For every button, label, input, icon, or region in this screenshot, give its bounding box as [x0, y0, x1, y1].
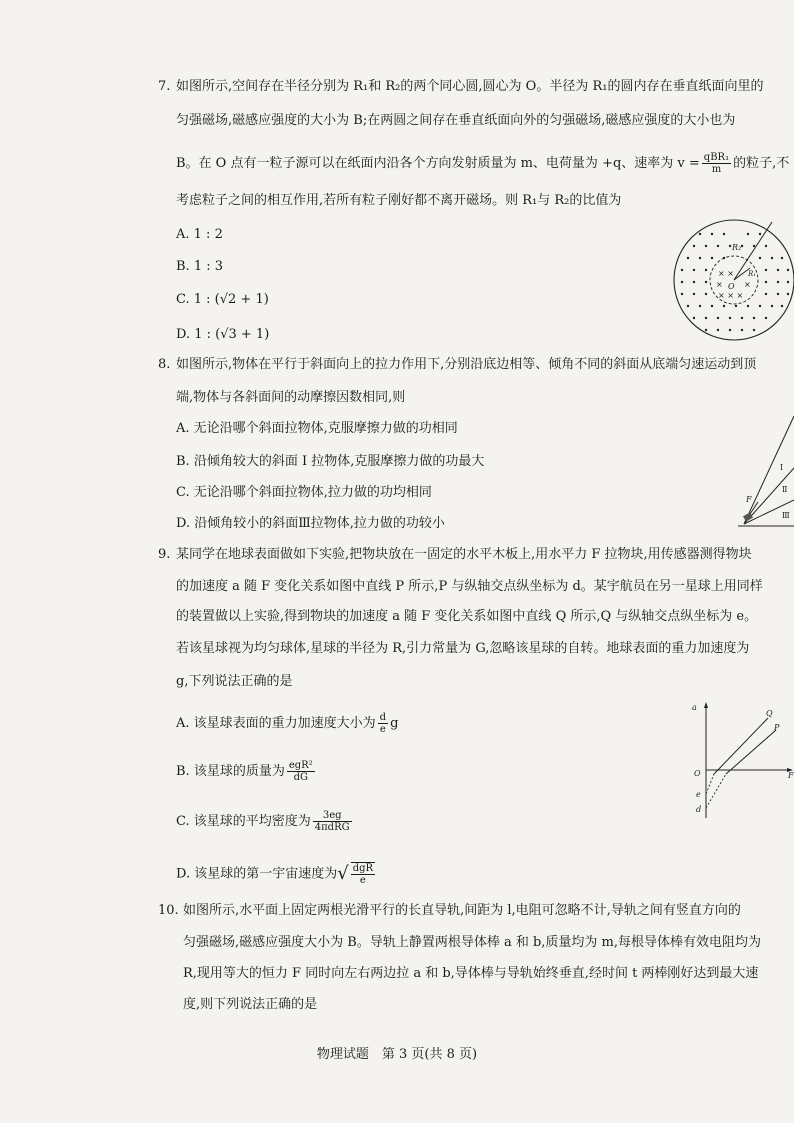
q9-option-a-num: d: [379, 712, 387, 723]
q7-concentric-circles-figure: [672, 216, 794, 344]
q10-line2: 匀强磁场,磁感应强度大小为 B。导轨上静置两根导体棒 a 和 b,质量均为 m,每根导体棒有效电阻均为: [183, 935, 762, 950]
q7-line3: [176, 152, 789, 175]
page-footer: 物理试题 第 3 页(共 8 页): [316, 1047, 478, 1062]
q9-option-b-den: dG: [293, 772, 308, 783]
q7-frac-den: m: [711, 164, 722, 175]
q7-option-c: C. 1 : (√2 + 1): [176, 292, 269, 307]
q9-label-p: P: [774, 723, 780, 732]
q10-line4: 度,则下列说法正确的是: [183, 997, 318, 1012]
q9-line5: g,下列说法正确的是: [176, 674, 293, 689]
q9-option-d-text: D. 该星球的第一宇宙速度为: [176, 866, 338, 882]
q9-option-c: [176, 810, 354, 833]
q9-option-c-text: C. 该星球的平均密度为: [176, 814, 311, 829]
q7-frac-num: qBR₁: [703, 152, 730, 163]
q8-line1: 如图所示,物体在平行于斜面向上的拉力作用下,分别沿底边相等、倾角不同的斜面从底端匀速运动到顶: [176, 357, 757, 372]
q9-option-c-num: 3eg: [313, 810, 352, 822]
q7-label-r2: R₂: [732, 243, 742, 252]
q9-line1: 某同学在地球表面做如下实验,把物块放在一固定的水平木板上,用水平力 F 拉物块,用传感器测得物块: [176, 547, 752, 562]
q7-label-o: O: [728, 282, 735, 291]
svg-text:× ×: × ×: [718, 269, 734, 278]
q7-speed-fraction: [702, 152, 731, 175]
q8-number: 8.: [158, 357, 171, 372]
q9-option-a: [176, 712, 398, 735]
q8-label-ii: Ⅱ: [782, 485, 788, 494]
q8-option-d: D. 沿倾角较小的斜面Ⅲ拉物体,拉力做的功较小: [176, 516, 445, 531]
q7-option-b: B. 1 : 3: [176, 259, 224, 274]
q9-a-f-graph: [684, 700, 794, 822]
q9-number: 9.: [158, 547, 171, 562]
svg-text:×: ×: [744, 280, 751, 289]
q9-option-b: [176, 760, 317, 783]
q10-line3: R,现用等大的恒力 F 同时向左右两边拉 a 和 b,导体棒与导轨始终垂直,经时间 t 两棒刚好达到最大速: [183, 966, 759, 981]
q7-label-r1: R₁: [748, 270, 757, 278]
q9-option-a-den: e: [379, 724, 386, 735]
q9-label-a: a: [692, 703, 697, 712]
q10-number: 10.: [158, 903, 179, 918]
q7-line3-a: B。在 O 点有一粒子源可以在纸面内沿各个方向发射质量为 m、电荷量为 +q、速率为 v =: [176, 156, 700, 171]
q7-line1: 如图所示,空间存在半径分别为 R₁和 R₂的两个同心圆,圆心为 O。半径为 R₁的圆内存在垂直纸面向里的: [176, 79, 764, 94]
q9-option-b-text: B. 该星球的质量为: [176, 764, 285, 779]
q9-label-e: e: [696, 790, 701, 799]
q8-inclines-figure: [738, 410, 794, 532]
svg-text:× × ×: × × ×: [718, 291, 744, 300]
q8-label-iii: Ⅲ: [782, 511, 790, 520]
q9-line2: 的加速度 a 随 F 变化关系如图中直线 P 所示,P 与纵轴交点纵坐标为 d。某宇航员在另一星球上用同样: [176, 579, 763, 594]
q9-option-c-fraction: [313, 810, 352, 833]
q9-label-d: d: [696, 805, 702, 814]
q7-line2: 匀强磁场,磁感应强度的大小为 B;在两圆之间存在垂直纸面向外的匀强磁场,磁感应强度的大小也为: [176, 113, 736, 128]
q9-option-b-num: egR²: [288, 760, 313, 771]
q10-line1: 如图所示,水平面上固定两根光滑平行的长直导轨,间距为 l,电阻可忽略不计,导轨之间有竖直方向的: [183, 903, 741, 918]
q9-option-b-fraction: [287, 760, 315, 783]
q8-option-c: C. 无论沿哪个斜面拉物体,拉力做的功均相同: [176, 485, 432, 500]
q9-line3: 的装置做以上实验,得到物块的加速度 a 随 F 变化关系如图中直线 Q 所示,Q 与纵轴交点纵坐标为 e。: [176, 609, 758, 624]
q9-option-d: [176, 862, 377, 886]
svg-text:×: ×: [716, 280, 723, 289]
q9-option-a-tail: g: [390, 716, 399, 731]
q9-option-d-den: e: [359, 875, 366, 886]
q8-label-f: F: [746, 495, 752, 504]
q8-label-i: Ⅰ: [780, 463, 784, 472]
q9-option-a-fraction: [378, 712, 388, 735]
q7-number: 7.: [158, 79, 171, 94]
q7-option-d: D. 1 : (√3 + 1): [176, 327, 270, 342]
q9-option-d-fraction: [351, 862, 375, 886]
q7-option-a: A. 1 : 2: [176, 227, 223, 242]
q9-label-o: O: [694, 769, 701, 778]
q8-option-b: B. 沿倾角较大的斜面 Ⅰ 拉物体,克服摩擦力做的功最大: [176, 454, 485, 469]
q8-line2: 端,物体与各斜面间的动摩擦因数相同,则: [176, 390, 406, 405]
q7-line4: 考虑粒子之间的相互作用,若所有粒子刚好都不离开磁场。则 R₁与 R₂的比值为: [176, 193, 622, 208]
q9-line4: 若该星球视为均匀球体,星球的半径为 R,引力常量为 G,忽略该星球的自转。地球表面的重力加速度为: [176, 641, 750, 656]
q9-option-a-text: A. 该星球表面的重力加速度大小为: [176, 716, 376, 731]
q9-label-q: Q: [766, 709, 773, 718]
q8-option-a: A. 无论沿哪个斜面拉物体,克服摩擦力做的功相同: [176, 421, 458, 436]
q9-label-f: F: [788, 771, 794, 780]
q9-option-d-num: dgR: [352, 863, 374, 874]
q7-line3-b: 的粒子,不: [733, 156, 790, 171]
q9-option-d-sqrt: √ $\frac{\text{dgR}}{e}$: [337, 863, 374, 886]
q9-option-c-den: 4πdRG: [314, 822, 350, 833]
